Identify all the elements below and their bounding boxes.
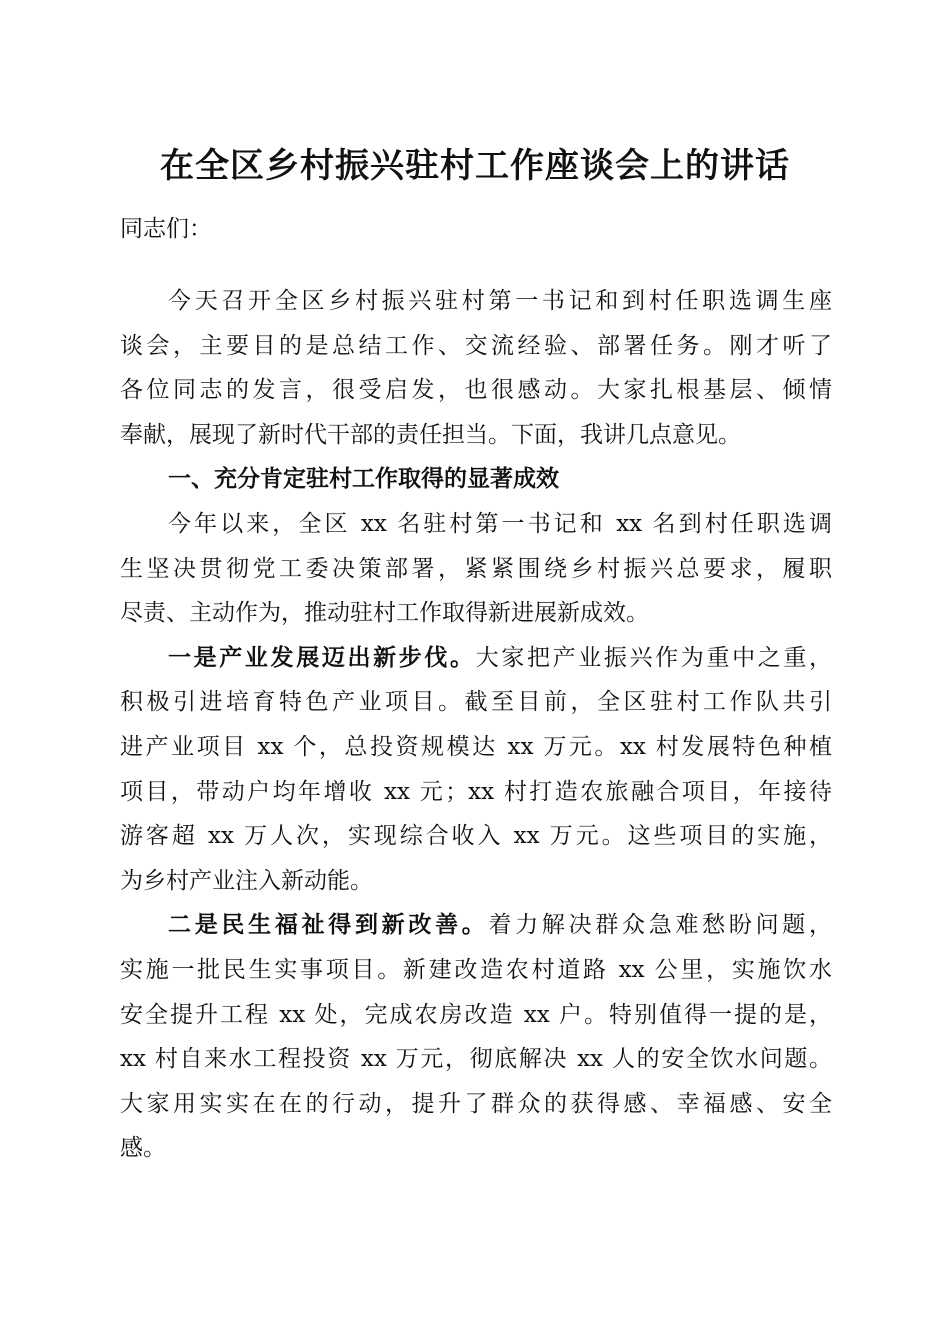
text-line: 安全提升工程 xx 处，完成农房改造 xx 户。特别值得一提的是， <box>120 1001 832 1028</box>
text-line: 谈会，主要目的是总结工作、交流经验、部署任务。刚才听了 <box>120 332 832 359</box>
text-line <box>120 636 832 681</box>
text-line: 为乡村产业注入新动能。 <box>120 867 373 894</box>
text-line: 各位同志的发言，很受启发，也很感动。大家扎根基层、倾情 <box>120 377 832 404</box>
paragraph-lead: 一是产业发展迈出新步伐。 <box>168 643 476 671</box>
salutation: 同志们： <box>120 216 212 242</box>
document-title: 在全区乡村振兴驻村工作座谈会上的讲话 <box>160 146 790 186</box>
text-line: 一、充分肯定驻村工作取得的显著成效 <box>168 466 559 493</box>
text-line: xx 村自来水工程投资 xx 万元，彻底解决 xx 人的安全饮水问题。 <box>120 1046 832 1073</box>
text-line: 项目，带动户均年增收 xx 元；xx 村打造农旅融合项目，年接待 <box>120 778 832 805</box>
paragraph <box>120 636 832 904</box>
text-line: 实施一批民生实事项目。新建改造农村道路 xx 公里，实施饮水 <box>120 956 832 983</box>
text-line: 积极引进培育特色产业项目。截至目前，全区驻村工作队共引 <box>120 689 832 716</box>
text-line: 尽责、主动作为，推动驻村工作取得新进展新成效。 <box>120 600 649 627</box>
paragraph <box>120 903 832 1171</box>
paragraph <box>120 279 832 457</box>
section-heading <box>120 457 832 502</box>
text-line: 游客超 xx 万人次，实现综合收入 xx 万元。这些项目的实施， <box>120 823 832 850</box>
text-line: 生坚决贯彻党工委决策部署，紧紧围绕乡村振兴总要求，履职 <box>120 555 832 582</box>
text-line: 今年以来，全区 xx 名驻村第一书记和 xx 名到村任职选调 <box>168 510 832 537</box>
paragraph-text: 大家把产业振兴作为重中之重， <box>475 644 833 671</box>
text-line: 进产业项目 xx 个，总投资规模达 xx 万元。xx 村发展特色种植 <box>120 733 832 760</box>
paragraph <box>120 502 832 636</box>
text-line: 感。 <box>120 1135 166 1162</box>
text-line: 今天召开全区乡村振兴驻村第一书记和到村任职选调生座 <box>168 288 832 314</box>
paragraph-lead: 二是民生福祉得到新改善。 <box>168 911 489 939</box>
document-body <box>120 279 832 1171</box>
text-line: 大家用实实在在的行动，提升了群众的获得感、幸福感、安全 <box>120 1090 832 1117</box>
paragraph-text: 着力解决群众急难愁盼问题， <box>488 912 833 939</box>
text-line <box>120 903 832 948</box>
text-line: 奉献，展现了新时代干部的责任担当。下面，我讲几点意见。 <box>120 421 741 448</box>
